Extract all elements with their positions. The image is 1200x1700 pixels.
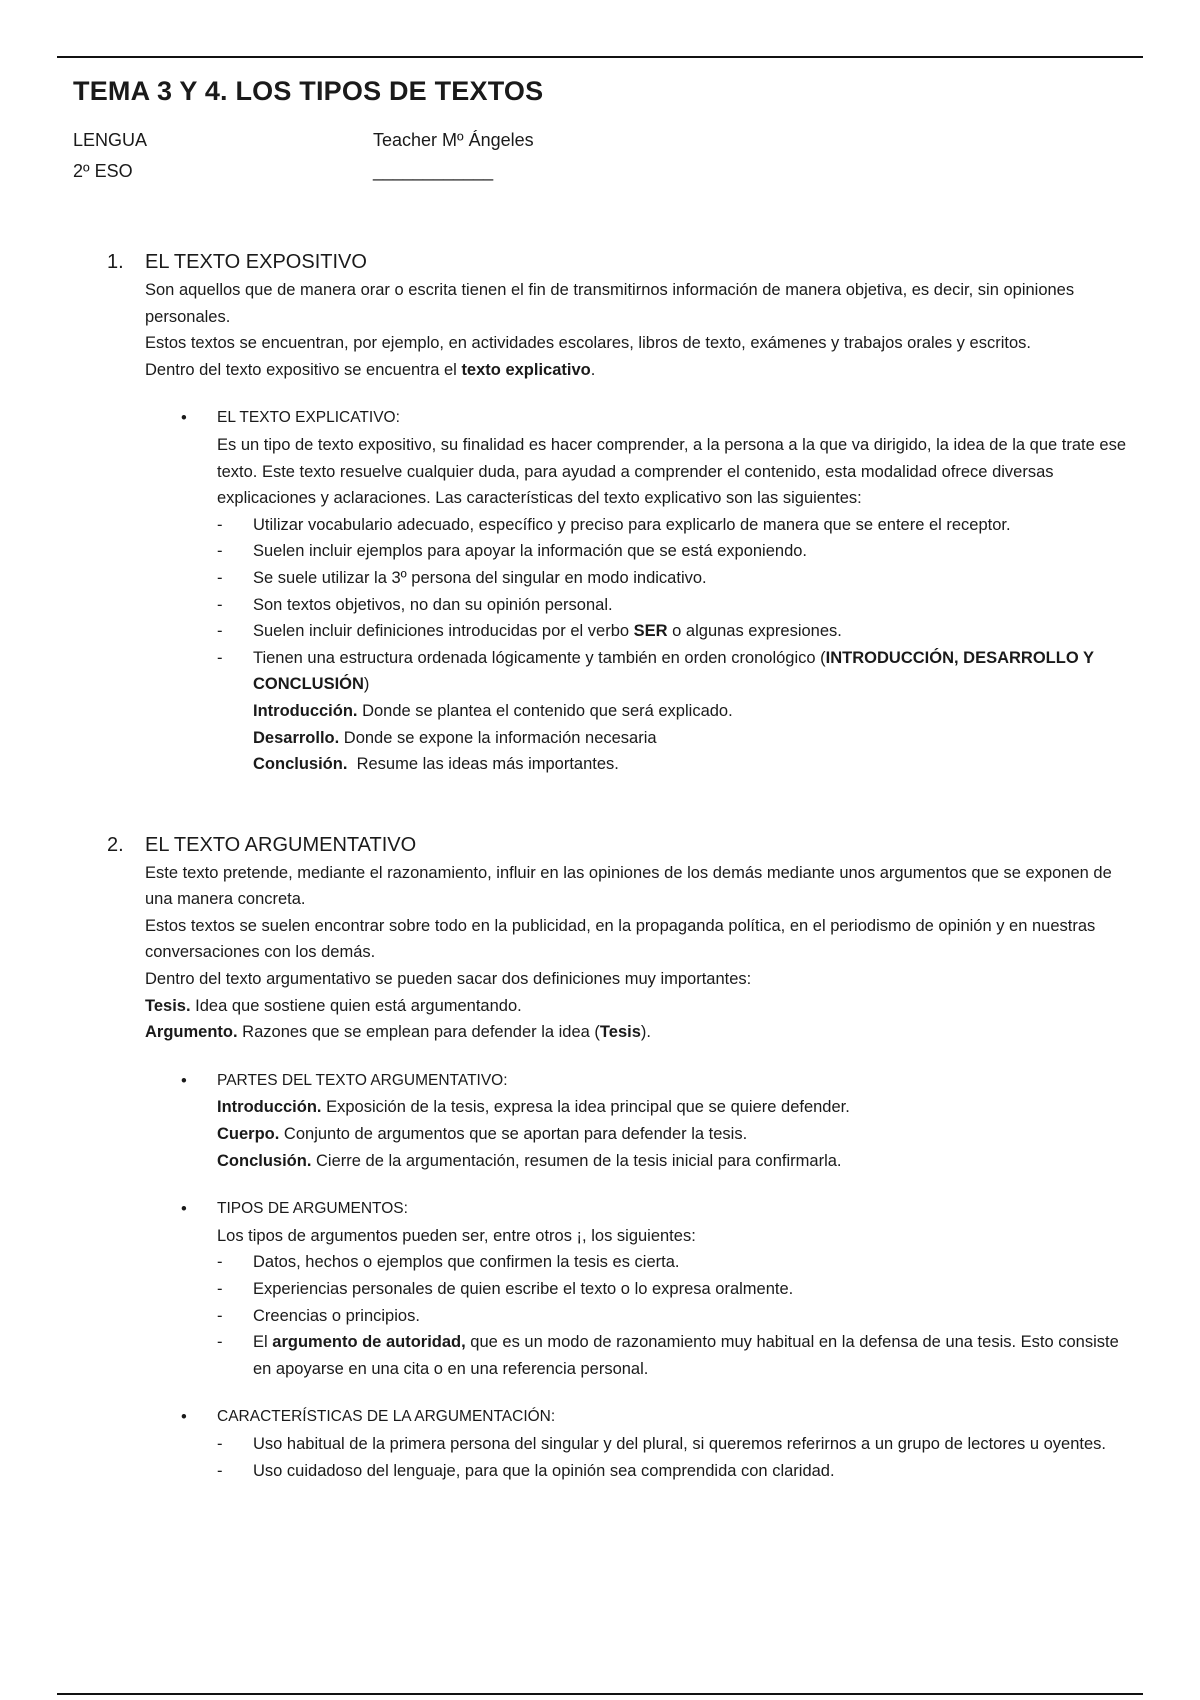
paragraph: Este texto pretende, mediante el razonamiento, influir en las opiniones de los demás mediante unos argumentos que se exponen de una manera concreta.	[145, 863, 1112, 909]
dash-item: - Utilizar vocabulario adecuado, específico y preciso para explicarlo de manera que se entere el receptor.	[217, 515, 1011, 534]
bottom-rule	[57, 1693, 1143, 1695]
definition-argumento: Argumento. Razones que se emplean para defender la idea (Tesis).	[145, 1023, 651, 1042]
dash-item: - Suelen incluir ejemplos para apoyar la información que se está exponiendo.	[217, 542, 808, 561]
paragraph: Dentro del texto expositivo se encuentra el texto explicativo.	[145, 360, 596, 379]
paragraph: Los tipos de argumentos pueden ser, entre otros ¡, los siguientes:	[217, 1226, 696, 1245]
section-expositivo	[107, 247, 1133, 778]
dash-item: - Se suele utilizar la 3º persona del singular en modo indicativo.	[217, 568, 707, 587]
document-page	[73, 76, 1133, 1484]
bullet-heading: TIPOS DE ARGUMENTOS:	[217, 1200, 408, 1218]
section-title-text: EL TEXTO EXPOSITIVO	[145, 251, 367, 273]
bullet-explicativo	[181, 405, 1133, 777]
bullet-glyph: •	[181, 1408, 187, 1427]
part-line: Cuerpo. Conjunto de argumentos que se aportan para defender la tesis.	[217, 1125, 748, 1144]
dash-item: - El argumento de autoridad, que es un modo de razonamiento muy habitual en la defensa de una tesis. Esto consiste en apoyarse en una cita o en una referencia personal.	[217, 1333, 1119, 1378]
top-rule	[57, 56, 1143, 58]
section-title	[107, 830, 1133, 860]
part-line: Conclusión. Cierre de la argumentación, resumen de la tesis inicial para confirmarla.	[217, 1151, 842, 1170]
dash-item: - Uso cuidadoso del lenguaje, para que la opinión sea comprendida con claridad.	[217, 1461, 835, 1480]
teacher-label: Teacher Mº Ángeles	[373, 130, 534, 150]
dash-item: - Datos, hechos o ejemplos que confirmen la tesis es cierta.	[217, 1253, 680, 1272]
paragraph: Estos textos se encuentran, por ejemplo, en actividades escolares, libros de texto, exámenes y trabajos orales y escritos.	[145, 334, 1031, 353]
bullet-heading: CARACTERÍSTICAS DE LA ARGUMENTACIÓN:	[217, 1408, 556, 1426]
document-title: TEMA 3 Y 4. LOS TIPOS DE TEXTOS	[73, 76, 544, 106]
definition-tesis: Tesis. Idea que sostiene quien está argumentando.	[145, 996, 522, 1015]
bullet-heading: PARTES DEL TEXTO ARGUMENTATIVO:	[217, 1071, 508, 1089]
section-title-text: EL TEXTO ARGUMENTATIVO	[145, 833, 417, 856]
grade-label: 2º ESO	[73, 161, 133, 181]
document-meta	[73, 125, 1133, 189]
paragraph: Dentro del texto argumentativo se pueden sacar dos definiciones muy importantes:	[145, 970, 752, 989]
structure-line: Desarrollo. Donde se expone la información necesaria	[253, 728, 657, 747]
bullet-heading: EL TEXTO EXPLICATIVO:	[217, 409, 400, 427]
bullet-partes	[181, 1068, 1133, 1174]
dash-item: - Suelen incluir definiciones introducidas por el verbo SER o algunas expresiones.	[217, 622, 842, 641]
bullet-glyph: •	[181, 1200, 187, 1219]
dash-item: - Uso habitual de la primera persona del singular y del plural, si queremos referirnos a un grupo de lectores u oyentes.	[217, 1434, 1106, 1453]
section-number: 2.	[107, 833, 124, 856]
bullet-caracteristicas	[181, 1404, 1133, 1484]
paragraph: Estos textos se suelen encontrar sobre todo en la publicidad, en la propaganda política, en el periodismo de opinión y en nuestras conversaciones con los demás.	[145, 916, 1096, 962]
section-argumentativo	[107, 830, 1133, 1484]
name-blank: ____________	[373, 161, 494, 181]
bullet-tipos	[181, 1196, 1133, 1382]
paragraph: Son aquellos que de manera orar o escrita tienen el fin de transmitirnos información de manera objetiva, es decir, sin opiniones personales.	[145, 281, 1075, 326]
section-number: 1.	[107, 251, 124, 273]
paragraph: Es un tipo de texto expositivo, su finalidad es hacer comprender, a la persona a la que va dirigido, la idea de la que trate ese texto. Este texto resuelve cualquier duda, para ayudad a comprender el contenido, esta modalidad ofrece diversas explicaciones y aclaraciones. Las características del texto explicativo son las siguientes:	[217, 435, 1126, 508]
dash-item: - Tienen una estructura ordenada lógicamente y también en orden cronológico (INTRODUCCIÓN, DESARROLLO Y CONCLUSIÓN) Introducción. Donde se plantea el contenido que será explicado. Desarrollo. Donde se expone la información necesaria Conclusión. Resume las ideas más importantes.	[253, 645, 1133, 778]
section-title	[107, 247, 1133, 277]
structure-line: Introducción. Donde se plantea el contenido que será explicado.	[253, 701, 733, 720]
dash-item: - Son textos objetivos, no dan su opinión personal.	[217, 595, 613, 614]
bullet-glyph: •	[181, 1071, 187, 1090]
dash-item: - Experiencias personales de quien escribe el texto o lo expresa oralmente.	[217, 1280, 794, 1298]
dash-item: - Creencias o principios.	[217, 1306, 420, 1325]
part-line: Introducción. Exposición de la tesis, expresa la idea principal que se quiere defender.	[217, 1098, 850, 1117]
subject-label: LENGUA	[73, 130, 148, 150]
bullet-glyph: •	[181, 409, 187, 428]
structure-line: Conclusión. Resume las ideas más importantes.	[253, 755, 619, 774]
